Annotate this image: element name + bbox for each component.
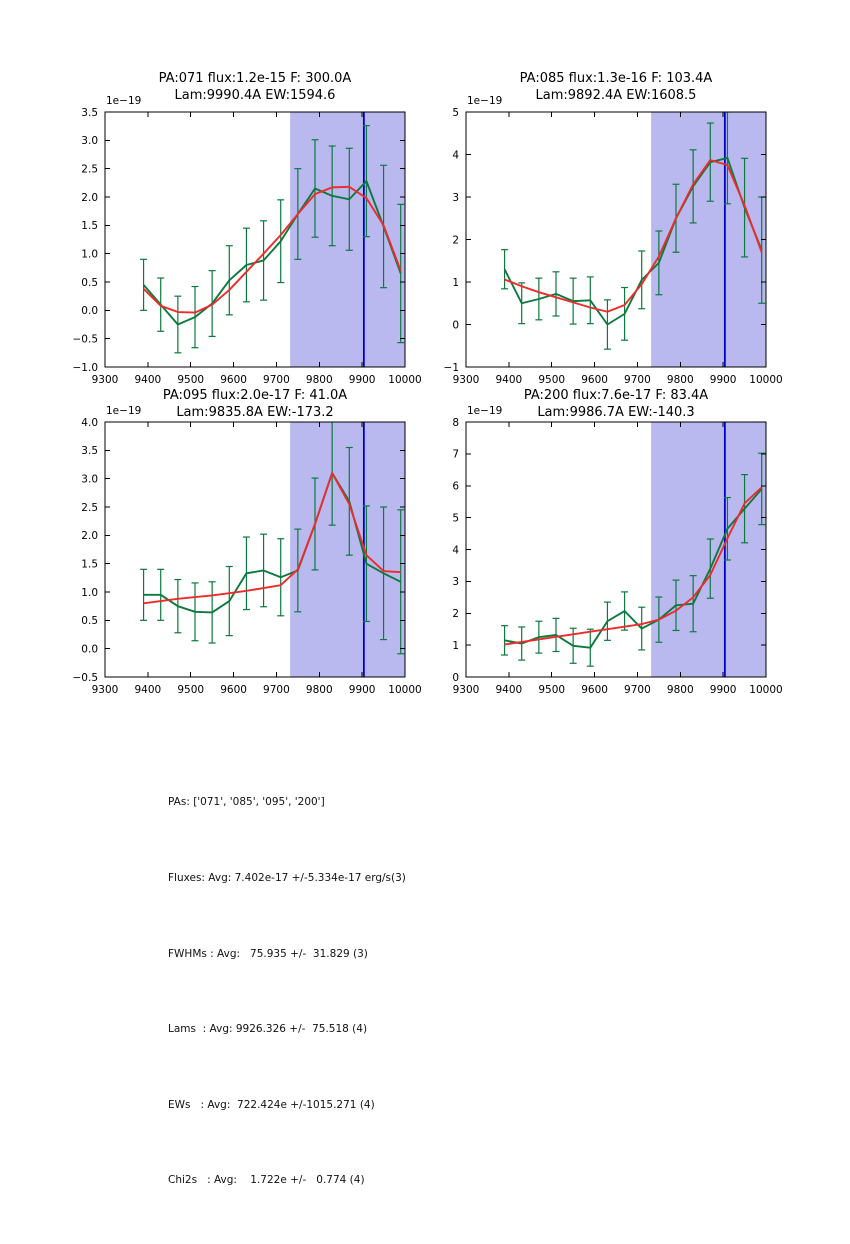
x-tick-label: 9600 [220,374,247,386]
y-tick-label: 3 [452,191,459,204]
y-tick-label: 1.0 [81,586,98,599]
x-tick-label: 9400 [134,684,162,696]
y-tick-label: 8 [452,416,459,429]
x-tick-label: 9800 [305,374,333,386]
x-tick-label: 9400 [495,374,523,386]
y-tick-label: 5 [452,512,459,525]
y-axis-offset-label: 1e−19 [106,95,142,107]
y-tick-label: 5 [452,106,459,119]
plot-title-line1: PA:085 flux:1.3e-16 F: 103.4A [519,71,713,86]
summary-line-ews: EWs : Avg: 722.424e +/-1015.271 (4) [168,1098,375,1111]
plot-title [466,70,766,104]
plot-canvas-pa095 [55,412,425,701]
x-tick-label: 9900 [348,374,376,386]
plot-title-line2: Lam:9986.7A EW:-140.3 [537,405,695,420]
x-tick-label: 9300 [452,374,480,386]
y-tick-label: −0.5 [72,333,98,346]
plot-canvas-pa200 [416,412,786,701]
x-tick-label: 9600 [220,684,247,696]
x-tick-label: 9600 [581,684,608,696]
x-tick-label: 9500 [177,374,205,386]
x-tick-label: 9500 [177,684,205,696]
x-tick-label: 9700 [263,374,290,386]
y-tick-label: 2.0 [81,530,98,543]
y-tick-label: −1 [443,361,459,374]
y-tick-label: 3.5 [81,106,98,119]
x-tick-label: 9600 [581,374,608,386]
x-tick-label: 9800 [666,684,694,696]
plot-title-line2: Lam:9835.8A EW:-173.2 [176,405,334,420]
x-tick-label: 10000 [749,374,783,386]
plot-title-line2: Lam:9892.4A EW:1608.5 [535,88,697,103]
x-tick-label: 10000 [388,684,422,696]
y-tick-label: 3 [452,576,459,589]
y-tick-label: 0 [452,671,459,684]
x-tick-label: 9900 [348,684,376,696]
y-tick-label: 3.0 [81,473,98,486]
shaded-region [651,422,766,677]
x-tick-label: 9800 [666,374,694,386]
y-tick-label: 1 [452,639,459,652]
x-tick-label: 9800 [305,684,333,696]
y-tick-label: 2.0 [81,191,98,204]
y-tick-label: −1.0 [72,361,98,374]
y-tick-label: 4.0 [81,416,98,429]
x-tick-label: 9400 [134,374,162,386]
x-tick-label: 9300 [452,684,480,696]
y-tick-label: 2.5 [81,163,98,176]
summary-text-block [168,740,406,1244]
y-axis-offset-label: 1e−19 [467,405,503,417]
y-tick-label: 7 [452,448,459,461]
plot-title-line2: Lam:9990.4A EW:1594.6 [174,88,336,103]
y-tick-label: 3.5 [81,445,98,458]
summary-line-chi2s: Chi2s : Avg: 1.722e +/- 0.774 (4) [168,1174,365,1187]
y-tick-label: 2.5 [81,501,98,514]
y-tick-label: 1 [452,276,459,289]
y-tick-label: 0.0 [81,643,98,656]
y-tick-label: 0.0 [81,305,98,318]
plot-title [105,70,405,104]
summary-line-pas: PAs: ['071', '085', '095', '200'] [168,796,325,809]
x-tick-label: 10000 [749,684,783,696]
y-axis-offset-label: 1e−19 [106,405,142,417]
summary-line-lams: Lams : Avg: 9926.326 +/- 75.518 (4) [168,1023,368,1036]
y-tick-label: 1.5 [81,220,98,233]
y-tick-label: −0.5 [72,671,98,684]
x-tick-label: 9300 [91,684,119,696]
x-tick-label: 9700 [263,684,290,696]
plot-title-line1: PA:071 flux:1.2e-15 F: 300.0A [158,71,352,86]
summary-line-fwhms: FWHMs : Avg: 75.935 +/- 31.829 (3) [168,947,368,960]
x-tick-label: 9900 [709,684,737,696]
y-tick-label: 1.5 [81,558,98,571]
plot-title-line1: PA:095 flux:2.0e-17 F: 41.0A [162,388,348,403]
x-tick-label: 9900 [709,374,737,386]
x-tick-label: 9300 [91,374,119,386]
y-tick-label: 0 [452,319,459,332]
summary-line-fluxes: Fluxes: Avg: 7.402e-17 +/-5.334e-17 erg/s(3) [168,872,406,885]
shaded-region [290,422,405,677]
y-tick-label: 1.0 [81,248,98,261]
x-tick-label: 9500 [538,684,566,696]
y-tick-label: 3.0 [81,135,98,148]
x-tick-label: 9700 [624,684,651,696]
y-axis-offset-label: 1e−19 [467,95,503,107]
x-tick-label: 9400 [495,684,523,696]
plot-title-line1: PA:200 flux:7.6e-17 F: 83.4A [523,388,709,403]
y-tick-label: 2 [452,608,459,621]
y-tick-label: 6 [452,480,459,493]
y-tick-label: 2 [452,234,459,247]
y-tick-label: 0.5 [81,615,98,628]
plot-canvas-pa085 [416,102,786,391]
x-tick-label: 9500 [538,374,566,386]
y-tick-label: 4 [452,544,459,557]
plot-canvas-pa071 [55,102,425,391]
y-tick-label: 4 [452,149,459,162]
y-tick-label: 0.5 [81,276,98,289]
x-tick-label: 10000 [388,374,422,386]
x-tick-label: 9700 [624,374,651,386]
